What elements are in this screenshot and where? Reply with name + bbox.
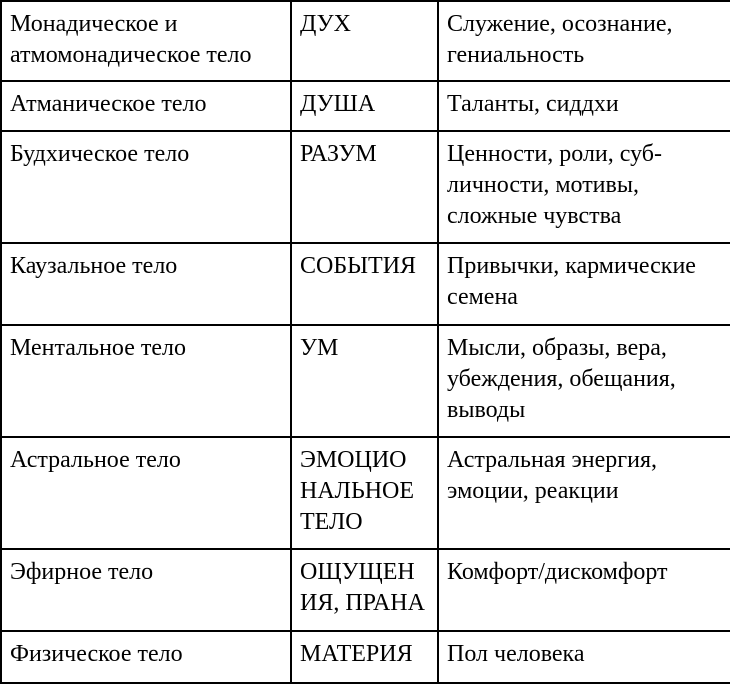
aspect-cell: ОЩУЩЕН ИЯ, ПРАНА [291, 549, 438, 631]
manifestations-cell: Пол человека [438, 631, 730, 683]
table-row [1, 81, 730, 131]
manifestations-cell: Астральная энергия, эмоции, реакции [438, 437, 730, 549]
manifestations-cell: Ценности, роли, суб- личности, мотивы, сложные чувства [438, 131, 730, 243]
manifestations-cell: Таланты, сиддхи [438, 81, 730, 131]
table-row [1, 1, 730, 81]
body-cell: Ментальное тело [1, 325, 291, 437]
body-cell: Физическое тело [1, 631, 291, 683]
table-row [1, 131, 730, 243]
body-cell: Монадическое и атмомонадическое тело [1, 1, 291, 81]
aspect-cell: ДУХ [291, 1, 438, 81]
table-row [1, 243, 730, 325]
body-cell: Атманическое тело [1, 81, 291, 131]
aspect-cell: РАЗУМ [291, 131, 438, 243]
aspect-cell: ДУША [291, 81, 438, 131]
aspect-cell: СОБЫТИЯ [291, 243, 438, 325]
aspect-cell: ЭМОЦИО НАЛЬНОЕ ТЕЛО [291, 437, 438, 549]
manifestations-cell: Комфорт/дискомфорт [438, 549, 730, 631]
table-row [1, 325, 730, 437]
body-cell: Эфирное тело [1, 549, 291, 631]
table-row [1, 631, 730, 683]
aspect-cell: МАТЕРИЯ [291, 631, 438, 683]
manifestations-cell: Служение, осознание, гениальность [438, 1, 730, 81]
manifestations-cell: Мысли, образы, вера, убеждения, обещания, выводы [438, 325, 730, 437]
manifestations-cell: Привычки, кармические семена [438, 243, 730, 325]
body-cell: Астральное тело [1, 437, 291, 549]
aspect-cell: УМ [291, 325, 438, 437]
table-row [1, 549, 730, 631]
body-cell: Будхическое тело [1, 131, 291, 243]
body-cell: Каузальное тело [1, 243, 291, 325]
table-row [1, 437, 730, 549]
